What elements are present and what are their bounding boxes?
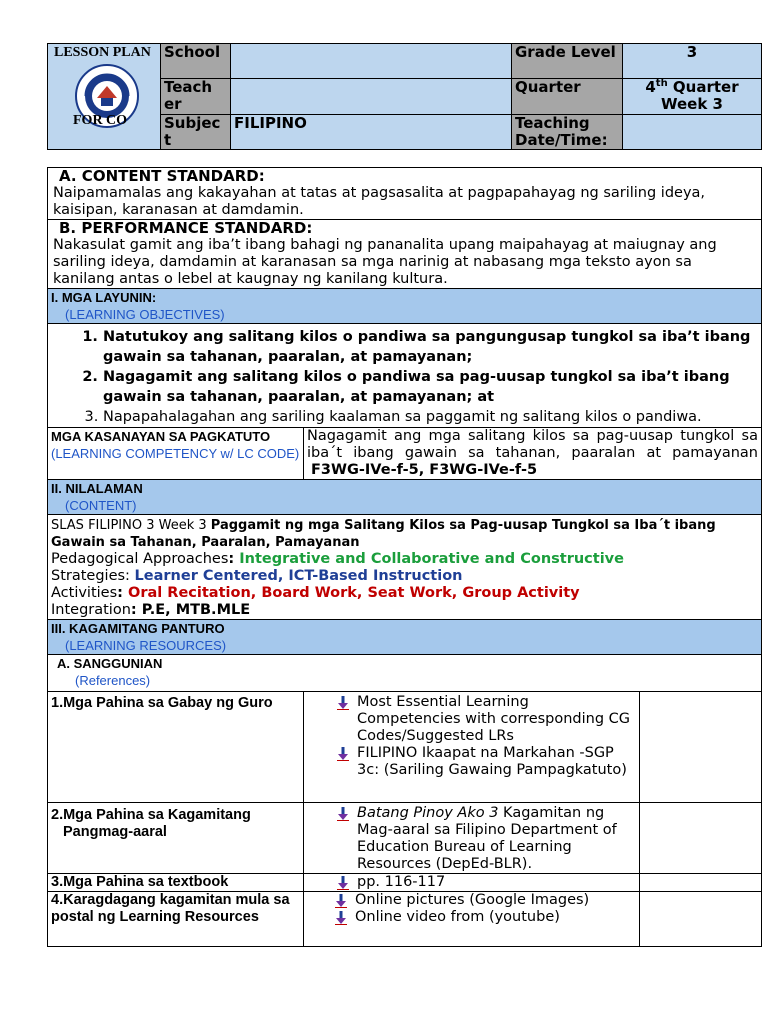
sanggunian-cell <box>48 655 762 692</box>
objective-item-3: 3. Napapahalagahan ang sariling kaalaman sa paggamit ng salitang kilos o pandiwa. <box>103 407 758 427</box>
resources-header <box>48 620 762 655</box>
performance-standard-cell <box>48 220 762 289</box>
competency-text-cell <box>304 428 762 480</box>
quarter-week: Week 3 <box>661 95 723 114</box>
karagdagang-label: 4.Karagdagang kagamitan mula sa postal ng Learning Resources <box>48 892 304 947</box>
arrow-down-icon <box>335 893 347 908</box>
header-table <box>47 43 762 150</box>
subject-label: Subjec t <box>161 114 231 149</box>
school-label: School <box>161 44 231 79</box>
list-item: FILIPINO Ikaapat na Markahan -SGP 3c: (Sariling Gawaing Pampagkatuto) <box>337 745 636 779</box>
resources-title: III. KAGAMITANG PANTURO <box>51 621 225 636</box>
objectives-list <box>51 327 758 427</box>
resources-subtitle: (LEARNING RESOURCES) <box>65 638 227 653</box>
arrow-down-icon <box>337 875 349 890</box>
objectives-subtitle: (LEARNING OBJECTIVES) <box>65 307 225 322</box>
slas-line: SLAS FILIPINO 3 Week 3 Paggamit ng mga Salitang Kilos sa Pag-uusap Tungkol sa Iba´t ibang Gawain sa Tahanan, Paaralan, Pamayanan <box>51 518 716 550</box>
list-item: Most Essential Learning Competencies with corresponding CG Codes/Suggested LRs <box>337 694 636 745</box>
approaches-line: Pedagogical Approaches: Integrative and Collaborative and Constructive <box>51 551 624 567</box>
slas-title: Paggamit ng mga Salitang Kilos sa Pag-uusap Tungkol sa Iba´t ibang Gawain sa Tahanan, Paaralan, Pamayanan <box>51 518 716 550</box>
guro-empty-cell <box>640 692 762 803</box>
competency-subtitle: (LEARNING COMPETENCY w/ LC CODE) <box>51 446 300 461</box>
teaching-value <box>623 114 762 149</box>
sanggunian-title: A. SANGGUNIAN <box>57 656 163 671</box>
kagamitan-items-cell <box>304 803 640 874</box>
arrow-down-icon <box>335 910 347 925</box>
kagamitan-label: 2.Mga Pahina sa Kagamitang Pangmag-aaral <box>48 803 304 874</box>
activities-value: Oral Recitation, Board Work, Seat Work, Group Activity <box>128 585 580 601</box>
quarter-value: 4th Quarter Week 3 <box>623 79 762 114</box>
kagamitan-empty-cell <box>640 803 762 874</box>
karagdagang-list <box>307 892 636 926</box>
lesson-plan-title: LESSON PLAN <box>54 45 151 60</box>
integration-value: : P.E, MTB.MLE <box>130 602 251 618</box>
objectives-header <box>48 289 762 324</box>
teaching-label: Teaching Date/Time: <box>512 114 623 149</box>
objectives-cell <box>48 324 762 428</box>
guro-label: 1.Mga Pahina sa Gabay ng Guro <box>48 692 304 803</box>
approaches-value: Integrative and Collaborative and Constructive <box>239 551 624 567</box>
strategies-line: Strategies: Learner Centered, ICT-Based Instruction <box>51 568 463 584</box>
competency-title: MGA KASANAYAN SA PAGKATUTO <box>51 429 271 444</box>
content-body-cell <box>48 515 762 620</box>
competency-code: F3WG-IVe-f-5, F3WG-IVe-f-5 <box>311 462 538 478</box>
karagdagang-empty-cell <box>640 892 762 947</box>
integration-line: Integration: P.E, MTB.MLE <box>51 602 251 618</box>
list-item: Batang Pinoy Ako 3 Kagamitan ng Mag-aaral sa Filipino Department of Education Bureau of Learning Resources (DepEd-BLR). <box>337 805 636 873</box>
content-subtitle: (CONTENT) <box>65 498 137 513</box>
arrow-down-icon <box>337 806 349 821</box>
textbook-list <box>307 874 636 891</box>
objectives-title: I. MGA LAYUNIN: <box>51 290 157 305</box>
grade-value: 3 <box>623 44 762 79</box>
competency-text: Nagagamit ang mga salitang kilos sa pag-uusap tungkol sa iba´t ibang gawain sa tahanan, paaralan at pamayanan <box>307 428 758 461</box>
kagamitan-list <box>307 805 636 873</box>
grade-label: Grade Level <box>512 44 623 79</box>
content-standard-title: A. CONTENT STANDARD: <box>59 167 265 185</box>
quarter-label: Quarter <box>512 79 623 114</box>
arrow-down-icon <box>337 695 349 710</box>
objective-item-1: 1. Natutukoy ang salitang kilos o pandiwa sa pangungusap tungkol sa iba’t ibang gawain sa tahanan, paaralan, at pamayanan; <box>103 327 758 367</box>
list-item: Online pictures (Google Images) <box>335 892 636 909</box>
guro-list <box>307 694 636 779</box>
activities-line: Activities: Oral Recitation, Board Work, Seat Work, Group Activity <box>51 585 580 601</box>
content-title: II. NILALAMAN <box>51 481 143 496</box>
for-co-label: FOR CO <box>73 113 128 128</box>
content-standard-text: Naipamamalas ang kakayahan at tatas at pagsasalita at pagpapahayag ng sariling ideya, kaisipan, karanasan at damdamin. <box>53 185 706 218</box>
strategies-value: Learner Centered, ICT-Based Instruction <box>134 568 463 584</box>
teacher-label: Teach er <box>161 79 231 114</box>
objective-item-2: 2. Nagagamit ang salitang kilos o pandiwa sa pag-uusap tungkol sa iba’t ibang gawain sa tahanan, paaralan, at pamayanan; at <box>103 367 758 407</box>
content-header <box>48 480 762 515</box>
school-value <box>231 44 512 79</box>
content-standard-cell <box>48 168 762 220</box>
textbook-empty-cell <box>640 874 762 892</box>
textbook-items-cell <box>304 874 640 892</box>
performance-standard-text: Nakasulat gamit ang iba’t ibang bahagi ng pananalita upang maipahayag at maiugnay ang sariling ideya, damdamin at karanasan sa mga narinig at nabasang mga teksto ayon sa kanilang antas o lebel at kaugnay ng kanilang kultura. <box>53 237 717 287</box>
lesson-plan-cell <box>48 44 161 150</box>
performance-standard-title: B. PERFORMANCE STANDARD: <box>59 219 313 237</box>
guro-items-cell <box>304 692 640 803</box>
lesson-plan-table <box>47 167 762 947</box>
teacher-value <box>231 79 512 114</box>
textbook-label: 3.Mga Pahina sa textbook <box>48 874 304 892</box>
list-item: Online video from (youtube) <box>335 909 636 926</box>
sanggunian-subtitle: (References) <box>75 673 151 688</box>
subject-value: FILIPINO <box>231 114 512 149</box>
karagdagang-items-cell <box>304 892 640 947</box>
competency-label-cell <box>48 428 304 480</box>
list-item: pp. 116-117 <box>337 874 636 891</box>
arrow-down-icon <box>337 746 349 761</box>
